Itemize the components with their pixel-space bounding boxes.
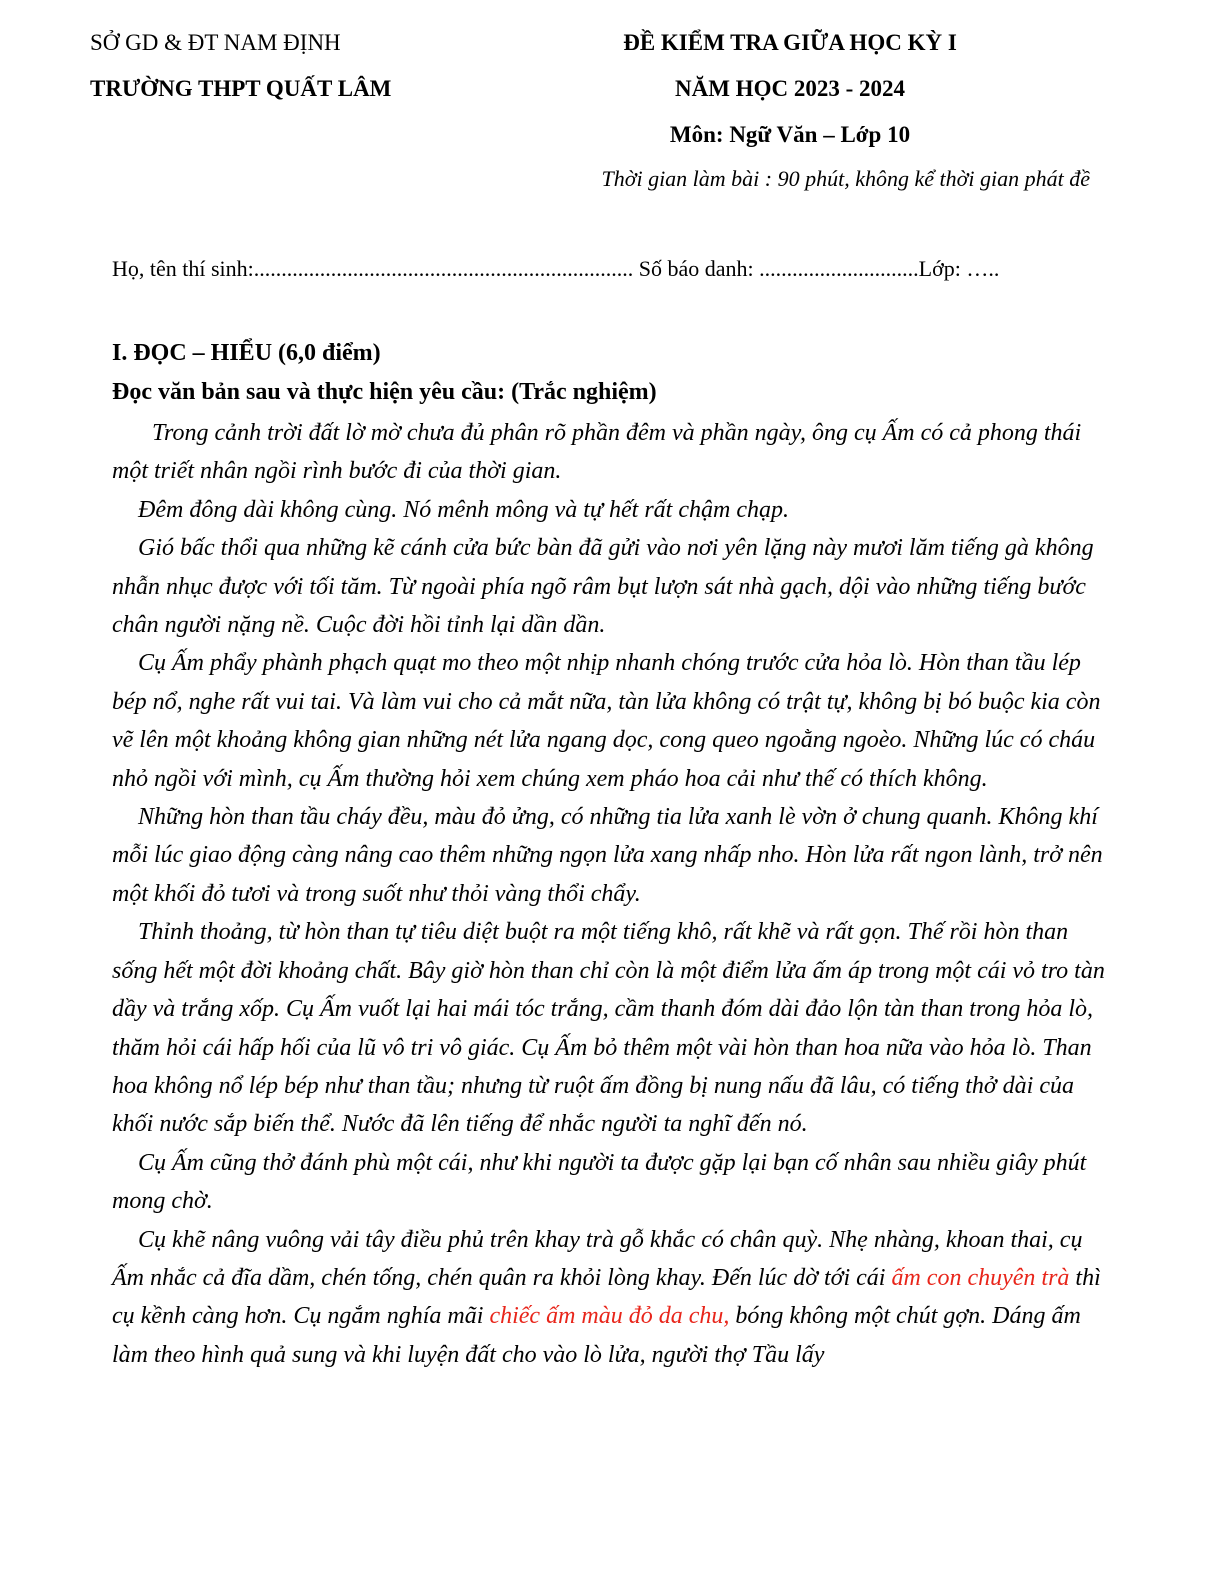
passage-paragraph: Gió bấc thổi qua những kẽ cánh cửa bức bàn đã gửi vào nơi yên lặng này mươi lăm tiếng gà không nhẫn nhục được với tối tăm. Từ ngoài phía ngõ râm bụt lượn sát nhà gạch, dội vào những tiếng bước chân người nặng nề. Cuộc đời hồi tỉnh lại dần dần. [112, 535, 1094, 639]
highlighted-phrase: chiếc ấm màu đỏ da chu, [489, 1303, 730, 1330]
highlighted-phrase: ấm con chuyên trà [891, 1264, 1070, 1291]
school-name: TRƯỜNG THPT QUẤT LÂM [90, 76, 392, 101]
school-year: NĂM HỌC 2023 - 2024 [675, 76, 905, 101]
department-name: SỞ GD & ĐT NAM ĐỊNH [90, 30, 341, 55]
reading-instruction: Đọc văn bản sau và thực hiện yêu cầu: (Trắc nghiệm) [112, 379, 657, 405]
subject-line: Môn: Ngữ Văn – Lớp 10 [669, 122, 911, 147]
exam-title: ĐỀ KIỂM TRA GIỮA HỌC KỲ I [623, 30, 957, 55]
reading-passage [112, 414, 1112, 1374]
passage-paragraph: Đêm đông dài không cùng. Nó mênh mông và tự hết rất chậm chạp. [138, 496, 789, 523]
passage-paragraph: Trong cảnh trời đất lờ mờ chưa đủ phân rõ phần đêm và phần ngày, ông cụ Ấm có cả phong thái một triết nhân ngồi rình bước đi của thời gian. [112, 420, 1082, 485]
passage-paragraph: Những hòn than tầu cháy đều, màu đỏ ửng, có những tia lửa xanh lè vờn ở chung quanh. Không khí mỗi lúc giao động càng nâng cao thêm những ngọn lửa xang nhấp nho. Hòn lửa rất ngon lành, trở nên một khối đỏ tươi và trong suốt như thỏi vàng thổi chẩy. [112, 804, 1103, 907]
candidate-info-line: Họ, tên thí sinh:..................................................................... Số báo danh: .............................Lớp: ….. [112, 256, 1000, 281]
section-title: I. ĐỌC – HIỂU (6,0 điểm) [112, 340, 381, 366]
passage-paragraph [112, 1221, 1112, 1375]
header-right [560, 28, 1020, 166]
time-allowed: Thời gian làm bài : 90 phút, không kể thời gian phát đề [601, 166, 1090, 191]
passage-paragraph: Thỉnh thoảng, từ hòn than tự tiêu diệt buột ra một tiếng khô, rất khẽ và rất gọn. Thế rồi hòn than sống hết một đời khoảng chất. Bây giờ hòn than chỉ còn là một điểm lửa ấm áp trong một cái vỏ tro tàn dầy và trắng xốp. Cụ Ấm vuốt lại hai mái tóc trắng, cầm thanh đóm dài đảo lộn tàn than trong hỏa lò, thăm hỏi cái hấp hối của lũ vô tri vô giác. Cụ Ấm bỏ thêm một vài hòn than hoa nữa vào hỏa lò. Than hoa không nổ lép bép như than tầu; nhưng từ ruột ấm đồng bị nung nấu đã lâu, có tiếng thở dài của khối nước sắp biến thể. Nước đã lên tiếng để nhắc người ta nghĩ đến nó. [112, 919, 1105, 1138]
passage-text: bóng không một chút gợn. Dáng ấm làm theo hình quả sung và khi luyện đất cho vào lò lửa, người thợ Tầu lấy [112, 1303, 1081, 1368]
passage-text: thì cụ kềnh càng hơn. Cụ ngắm nghía mãi [112, 1264, 1101, 1330]
header-left [90, 28, 510, 120]
passage-text: Cụ khẽ nâng vuông vải tây điều phủ trên khay trà gỗ khắc có chân quỳ. Nhẹ nhàng, khoan thai, cụ Ấm nhắc cả đĩa dầm, chén tống, chén quân ra khỏi lòng khay. Đến lúc dờ tới cái [112, 1226, 1083, 1291]
passage-paragraph: Cụ Ấm cũng thở đánh phù một cái, như khi người ta được gặp lại bạn cố nhân sau nhiều giây phút mong chờ. [112, 1149, 1087, 1215]
passage-paragraph: Cụ Ấm phẩy phành phạch quạt mo theo một nhịp nhanh chóng trước cửa hỏa lò. Hòn than tầu lép bép nổ, nghe rất vui tai. Và làm vui cho cả mắt nữa, tàn lửa không có trật tự, không bị bó buộc kia còn vẽ lên một khoảng không gian những nét lửa ngang dọc, cong queo ngoằng ngoèo. Những lúc có cháu nhỏ ngồi với mình, cụ Ấm thường hỏi xem chúng xem pháo hoa cải như thế có thích không. [112, 650, 1101, 792]
